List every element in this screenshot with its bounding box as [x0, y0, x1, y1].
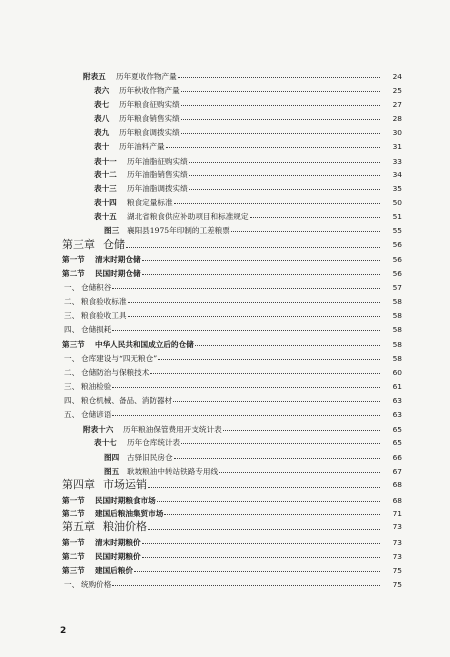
toc-entry	[0, 70, 450, 83]
toc-entry	[0, 281, 450, 294]
toc-entry-label: 附表十六	[83, 425, 114, 434]
leader-dots	[174, 458, 380, 459]
toc-entry	[0, 536, 450, 549]
toc-entry-title: 历年油料产量	[119, 142, 165, 151]
toc-entry-label: 图五	[104, 467, 120, 476]
toc-entry-page: 56	[392, 269, 402, 278]
leader-dots	[142, 260, 380, 261]
toc-entry-title: 粮食定量标准	[127, 198, 173, 207]
toc-entry-title: 历年油脂调拨实绩	[127, 184, 188, 193]
leader-dots	[164, 514, 380, 515]
toc-entry-label: 表十三	[94, 184, 117, 193]
toc-entry-title: 历年油脂销售实绩	[127, 170, 188, 179]
toc-entry	[0, 477, 450, 493]
toc-entry-title: 粮油检验	[81, 382, 112, 391]
leader-dots	[250, 217, 380, 218]
toc-entry-title: 历年粮食销售实绩	[119, 114, 180, 123]
toc-entry	[0, 98, 450, 111]
toc-entry-title: 粮仓机械、备品、消防器材	[81, 396, 173, 405]
leader-dots	[148, 529, 380, 530]
toc-entry-page: 65	[392, 425, 402, 434]
leader-dots	[148, 487, 380, 488]
leader-dots	[112, 330, 380, 331]
toc-entry	[0, 84, 450, 97]
toc-entry-label: 三、	[64, 311, 80, 320]
toc-entry-title: 仓储损耗	[81, 325, 112, 334]
toc-entry-page: 35	[392, 184, 402, 193]
toc-entry-page: 73	[392, 538, 402, 547]
toc-entry-title: 历年粮油保管费用开支统计表	[123, 425, 222, 434]
toc-entry-title: 粮油价格	[103, 520, 147, 533]
toc-entry-label: 第三章	[62, 238, 95, 251]
leader-dots	[189, 189, 380, 190]
toc-entry-page: 34	[392, 170, 402, 179]
toc-entry-page: 67	[392, 467, 402, 476]
toc-entry	[0, 112, 450, 125]
leader-dots	[112, 387, 380, 388]
toc-entry-label: 表七	[94, 100, 110, 109]
toc-entry-label: 表十七	[94, 438, 117, 447]
toc-entry	[0, 140, 450, 153]
toc-entry-title: 民国时期粮食市场	[95, 496, 156, 505]
toc-entry-page: 63	[392, 396, 402, 405]
leader-dots	[181, 133, 380, 134]
leader-dots	[158, 359, 380, 360]
toc-entry-title: 历年秋收作物产量	[119, 86, 180, 95]
toc-entry-page: 56	[392, 255, 402, 264]
leader-dots	[142, 557, 380, 558]
toc-entry	[0, 436, 450, 449]
toc-entry-title: 历年油脂征购实绩	[127, 157, 188, 166]
toc-entry-page: 58	[392, 325, 402, 334]
toc-entry-page: 58	[392, 340, 402, 349]
toc-entry	[0, 309, 450, 322]
leader-dots	[181, 443, 380, 444]
toc-entry	[0, 253, 450, 266]
toc-entry	[0, 210, 450, 223]
toc-entry-page: 75	[392, 580, 402, 589]
toc-entry-label: 表六	[94, 86, 110, 95]
toc-entry-page: 55	[392, 226, 402, 235]
leader-dots	[195, 345, 380, 346]
leader-dots	[189, 175, 380, 176]
toc-entry	[0, 394, 450, 407]
toc-entry-page: 24	[392, 72, 402, 81]
leader-dots	[128, 302, 380, 303]
leader-dots	[223, 430, 380, 431]
toc-entry-label: 第四章	[62, 478, 95, 491]
toc-entry-label: 第二节	[62, 269, 85, 278]
toc-entry	[0, 408, 450, 421]
leader-dots	[231, 231, 380, 232]
toc-entry-page: 68	[392, 480, 402, 489]
toc-entry	[0, 366, 450, 379]
toc-entry-label: 二、	[64, 297, 80, 306]
toc-entry	[0, 267, 450, 280]
leader-dots	[173, 401, 380, 402]
leader-dots	[174, 203, 380, 204]
leader-dots	[112, 585, 380, 586]
toc-entry-label: 附表五	[83, 72, 106, 81]
toc-entry-page: 56	[392, 240, 402, 249]
toc-entry-page: 31	[392, 142, 402, 151]
toc-entry	[0, 224, 450, 237]
toc-entry-title: 襄阳县1975年印制的工差粮票	[127, 226, 230, 235]
toc-entry-label: 第二节	[62, 552, 85, 561]
toc-entry	[0, 380, 450, 393]
toc-entry-title: 民国时期仓储	[95, 269, 141, 278]
toc-entry-page: 60	[392, 368, 402, 377]
toc-entry-label: 表九	[94, 128, 110, 137]
leader-dots	[178, 77, 380, 78]
toc-entry-title: 仓储	[103, 238, 125, 251]
leader-dots	[181, 91, 380, 92]
toc-entry-page: 50	[392, 198, 402, 207]
toc-entry	[0, 182, 450, 195]
toc-entry-page: 66	[392, 453, 402, 462]
toc-entry-title: 市场运销	[103, 478, 147, 491]
toc-entry-page: 51	[392, 212, 402, 221]
toc-entry-title: 仓储防治与保粮技术	[81, 368, 150, 377]
leader-dots	[126, 247, 380, 248]
toc-entry	[0, 550, 450, 563]
toc-entry	[0, 323, 450, 336]
toc-entry	[0, 578, 450, 591]
leader-dots	[219, 472, 380, 473]
toc-entry-page: 68	[392, 496, 402, 505]
toc-entry-label: 表十一	[94, 157, 117, 166]
toc-entry-label: 一、	[64, 580, 80, 589]
toc-entry	[0, 352, 450, 365]
toc-entry-label: 表十	[94, 142, 110, 151]
page-number: 2	[60, 626, 67, 636]
toc-entry-label: 第三节	[62, 340, 85, 349]
toc-entry	[0, 126, 450, 139]
toc-entry-page: 58	[392, 297, 402, 306]
toc-entry-label: 四、	[64, 325, 80, 334]
toc-entry-page: 71	[392, 509, 402, 518]
toc-entry-label: 一、	[64, 283, 80, 292]
toc-entry-title: 粮食验收标准	[81, 297, 127, 306]
toc-entry	[0, 451, 450, 464]
leader-dots	[112, 415, 380, 416]
toc-entry-label: 三、	[64, 382, 80, 391]
toc-entry-title: 湖北省粮食供应补助项目和标准规定	[127, 212, 249, 221]
toc-entry-label: 表十四	[94, 198, 117, 207]
toc-entry	[0, 196, 450, 209]
toc-entry-page: 75	[392, 566, 402, 575]
toc-entry-label: 表八	[94, 114, 110, 123]
leader-dots	[189, 162, 380, 163]
toc-entry	[0, 564, 450, 577]
toc-entry	[0, 423, 450, 436]
toc-entry	[0, 295, 450, 308]
leader-dots	[157, 501, 380, 502]
toc-entry-label: 图三	[104, 226, 120, 235]
toc-entry-label: 第二节	[62, 509, 85, 518]
toc-entry-title: 历年仓库统计表	[127, 438, 181, 447]
leader-dots	[112, 288, 380, 289]
toc-entry-label: 第一节	[62, 538, 85, 547]
toc-entry-label: 一、	[64, 354, 80, 363]
toc-entry-page: 65	[392, 438, 402, 447]
toc-entry-label: 二、	[64, 368, 80, 377]
toc-entry-label: 五、	[64, 410, 80, 419]
toc-entry-title: 粮食验收工具	[81, 311, 127, 320]
toc-entry	[0, 338, 450, 351]
toc-entry-page: 28	[392, 114, 402, 123]
leader-dots	[142, 543, 380, 544]
toc-entry	[0, 494, 450, 507]
toc-entry-page: 58	[392, 354, 402, 363]
toc-entry	[0, 237, 450, 253]
leader-dots	[181, 105, 380, 106]
toc-entry-page: 58	[392, 311, 402, 320]
leader-dots	[181, 119, 380, 120]
toc-entry-label: 第一节	[62, 255, 85, 264]
toc-entry-page: 27	[392, 100, 402, 109]
toc-entry-page: 61	[392, 382, 402, 391]
toc-entry-title: 民国时期粮价	[95, 552, 141, 561]
toc-entry-title: 建国后粮价	[95, 566, 133, 575]
leader-dots	[134, 571, 380, 572]
toc-entry-label: 第一节	[62, 496, 85, 505]
toc-entry-label: 第三节	[62, 566, 85, 575]
toc-entry	[0, 155, 450, 168]
toc-entry-page: 57	[392, 283, 402, 292]
toc-entry-label: 四、	[64, 396, 80, 405]
toc-entry-page: 33	[392, 157, 402, 166]
toc-entry-title: 仓储谚语	[81, 410, 112, 419]
toc-entry-title: 仓库建设与“四无粮仓”	[81, 354, 158, 363]
toc-entry	[0, 519, 450, 535]
toc-entry-title: 耿坡粮油中转站铁路专用线	[127, 467, 219, 476]
leader-dots	[128, 316, 380, 317]
toc-entry-title: 古驿旧民房仓	[127, 453, 173, 462]
toc-entry-label: 图四	[104, 453, 120, 462]
toc-entry-label: 表十五	[94, 212, 117, 221]
toc-entry-title: 建国后粮油集贸市场	[95, 509, 164, 518]
toc-entry-label: 表十二	[94, 170, 117, 179]
toc-entry-page: 73	[392, 552, 402, 561]
toc-entry-title: 历年夏收作物产量	[116, 72, 177, 81]
toc-entry-title: 历年粮食征购实绩	[119, 100, 180, 109]
toc-entry-title: 清末时期仓储	[95, 255, 141, 264]
toc-entry-title: 中华人民共和国成立后的仓储	[95, 340, 194, 349]
toc-entry-title: 历年粮食调拨实绩	[119, 128, 180, 137]
toc-entry-title: 统购价格	[81, 580, 112, 589]
leader-dots	[166, 147, 380, 148]
toc-entry	[0, 168, 450, 181]
leader-dots	[150, 373, 380, 374]
toc-entry-page: 25	[392, 86, 402, 95]
leader-dots	[142, 274, 380, 275]
toc-entry-title: 清末时期粮价	[95, 538, 141, 547]
toc-entry-label: 第五章	[62, 520, 95, 533]
toc-entry-page: 30	[392, 128, 402, 137]
toc-entry-page: 73	[392, 522, 402, 531]
toc-entry-title: 仓储积谷	[81, 283, 112, 292]
toc-entry-page: 63	[392, 410, 402, 419]
